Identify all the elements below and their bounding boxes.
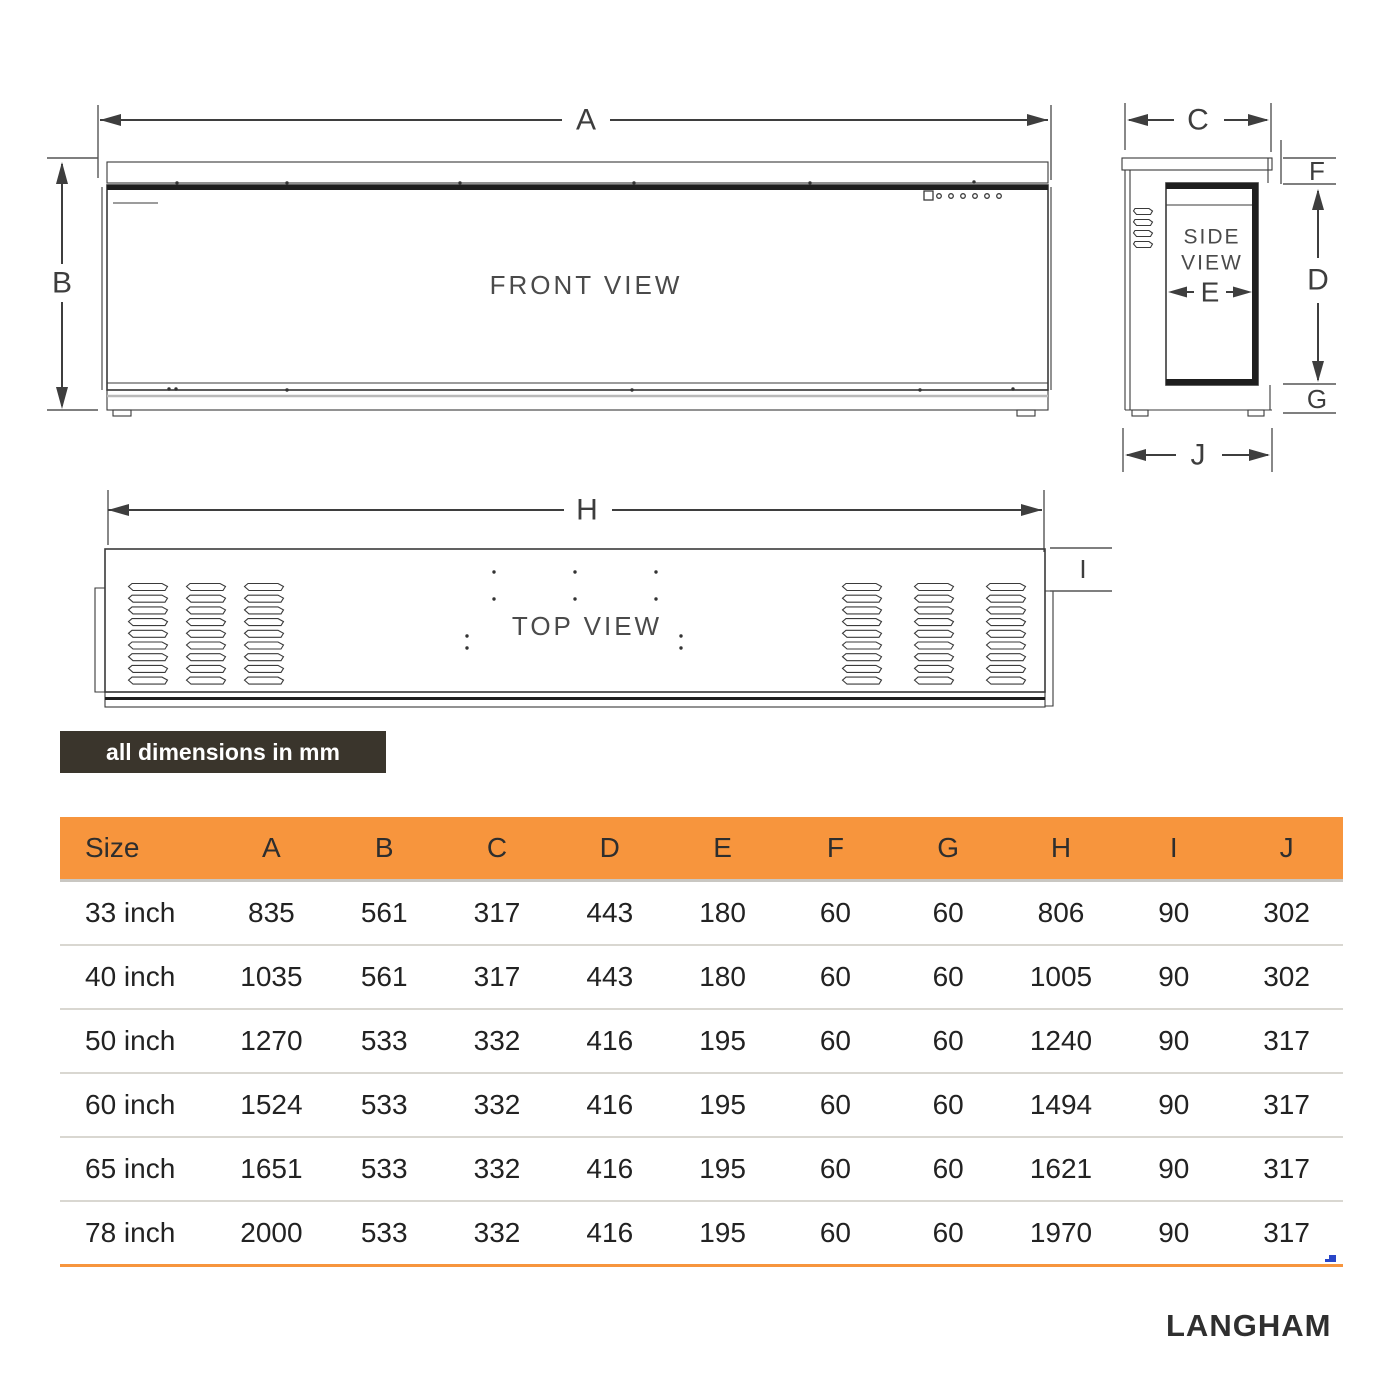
table-cell: 90 — [1158, 961, 1190, 992]
table-cell: 60 — [819, 1153, 851, 1184]
table-cell: 60 — [819, 1025, 851, 1056]
row-size-label: 60 inch — [85, 1089, 176, 1120]
table-cell: 1270 — [240, 1025, 303, 1056]
front-foot-right — [1017, 410, 1035, 416]
table-cell: 302 — [1263, 961, 1310, 992]
table-cell: 317 — [1263, 1025, 1310, 1056]
side-view-drawing — [1122, 103, 1336, 472]
table-cell: 195 — [699, 1089, 746, 1120]
table-cell: 60 — [932, 1217, 964, 1248]
control-panel-icon — [924, 191, 1001, 200]
front-view-label: FRONT VIEW — [489, 270, 683, 300]
column-header-g: G — [937, 832, 960, 863]
table-cell: 416 — [586, 1217, 634, 1248]
table-row — [60, 1072, 1343, 1136]
table-cell: 332 — [473, 1217, 521, 1248]
table-cell: 416 — [586, 1153, 634, 1184]
table-cell: 317 — [473, 961, 521, 992]
row-size-label: 50 inch — [85, 1025, 176, 1056]
table-row — [60, 882, 1343, 944]
dim-label-c: C — [1187, 103, 1209, 137]
table-cell: 533 — [360, 1217, 408, 1248]
dim-label-b: B — [51, 266, 73, 300]
row-size-label: 40 inch — [85, 961, 176, 992]
table-row — [60, 1200, 1343, 1264]
table-cell: 90 — [1158, 1217, 1190, 1248]
table-cell: 60 — [932, 897, 964, 928]
table-cell: 533 — [360, 1089, 408, 1120]
table-cell: 60 — [819, 961, 851, 992]
column-header-c: C — [486, 832, 508, 863]
table-cell: 60 — [819, 1089, 851, 1120]
column-header-i: I — [1169, 832, 1178, 863]
front-foot-left — [113, 410, 131, 416]
table-cell: 302 — [1263, 897, 1310, 928]
table-cell: 1651 — [240, 1153, 303, 1184]
table-cell: 195 — [699, 1217, 746, 1248]
dim-label-g: G — [1306, 384, 1328, 414]
table-cell: 180 — [699, 961, 746, 992]
dimensions-note: all dimensions in mm — [60, 731, 386, 773]
dim-label-h: H — [576, 493, 598, 527]
dim-label-f: F — [1309, 156, 1325, 186]
table-cell: 561 — [360, 897, 408, 928]
table-cell: 180 — [699, 897, 746, 928]
table-cell: 60 — [819, 897, 851, 928]
row-size-label: 78 inch — [85, 1217, 176, 1248]
table-cell: 317 — [1263, 1089, 1310, 1120]
table-cell: 1621 — [1029, 1153, 1093, 1184]
table-cell: 90 — [1158, 1153, 1190, 1184]
table-cell: 332 — [473, 1153, 521, 1184]
side-view-label-line1: SIDE — [1183, 225, 1241, 249]
table-row — [60, 944, 1343, 1008]
column-header-e: E — [713, 832, 732, 863]
dim-label-e: E — [1200, 276, 1220, 308]
table-row — [60, 1136, 1343, 1200]
column-header-h: H — [1050, 832, 1072, 863]
table-cell: 90 — [1158, 1025, 1190, 1056]
table-cell: 60 — [932, 1153, 964, 1184]
table-body — [60, 882, 1343, 1264]
table-cell: 443 — [586, 961, 634, 992]
table-cell: 2000 — [240, 1217, 303, 1248]
table-cell: 1035 — [240, 961, 303, 992]
front-view-drawing — [47, 104, 1051, 417]
table-cell: 443 — [586, 897, 634, 928]
table-cell: 1005 — [1029, 961, 1093, 992]
table-cell: 195 — [699, 1025, 746, 1056]
column-header-f: F — [826, 832, 844, 863]
top-view-label: TOP VIEW — [511, 611, 663, 641]
side-view-label-line2: VIEW — [1181, 251, 1243, 275]
screw-dots — [167, 180, 1014, 649]
table-cell: 1524 — [240, 1089, 303, 1120]
table-cell: 533 — [360, 1153, 408, 1184]
table-cell: 806 — [1037, 897, 1085, 928]
table-cell: 1970 — [1029, 1217, 1093, 1248]
table-cell: 533 — [360, 1025, 408, 1056]
side-vent-slots — [1134, 209, 1153, 248]
table-cell: 1494 — [1029, 1089, 1093, 1120]
row-size-label: 65 inch — [85, 1153, 176, 1184]
table-cell: 90 — [1158, 1089, 1190, 1120]
column-header-a: A — [262, 832, 281, 863]
table-cell: 317 — [473, 897, 521, 928]
table-cell: 317 — [1263, 1153, 1310, 1184]
table-row — [60, 1008, 1343, 1072]
table-cell: 60 — [932, 1025, 964, 1056]
table-cell: 60 — [932, 961, 964, 992]
table-cell: 835 — [248, 897, 295, 928]
dim-label-j: J — [1190, 438, 1206, 472]
dim-label-i: I — [1079, 554, 1087, 584]
table-cell: 416 — [586, 1025, 634, 1056]
table-cell: 317 — [1263, 1217, 1310, 1248]
column-header-size: Size — [85, 832, 140, 863]
dim-label-d: D — [1307, 263, 1329, 297]
column-header-d: D — [599, 832, 620, 863]
table-cell: 195 — [699, 1153, 746, 1184]
column-header-j: J — [1279, 832, 1294, 863]
table-cell: 561 — [360, 961, 408, 992]
row-size-label: 33 inch — [85, 897, 176, 928]
dim-label-a: A — [575, 103, 597, 137]
table-cell: 60 — [819, 1217, 851, 1248]
table-cell: 332 — [473, 1089, 521, 1120]
table-cell: 60 — [932, 1089, 964, 1120]
table-cell: 332 — [473, 1025, 521, 1056]
column-header-b: B — [374, 832, 394, 863]
table-header — [60, 817, 1343, 882]
table-cell: 416 — [586, 1089, 634, 1120]
blue-corner-marker — [1329, 1255, 1336, 1262]
side-foot-left — [1132, 410, 1148, 416]
dimensions-table — [60, 817, 1343, 1267]
brand-logo: LANGHAM — [1166, 1308, 1332, 1343]
top-view-drawing — [95, 180, 1112, 707]
table-cell: 1240 — [1029, 1025, 1093, 1056]
side-foot-right — [1248, 410, 1264, 416]
table-cell: 90 — [1158, 897, 1190, 928]
